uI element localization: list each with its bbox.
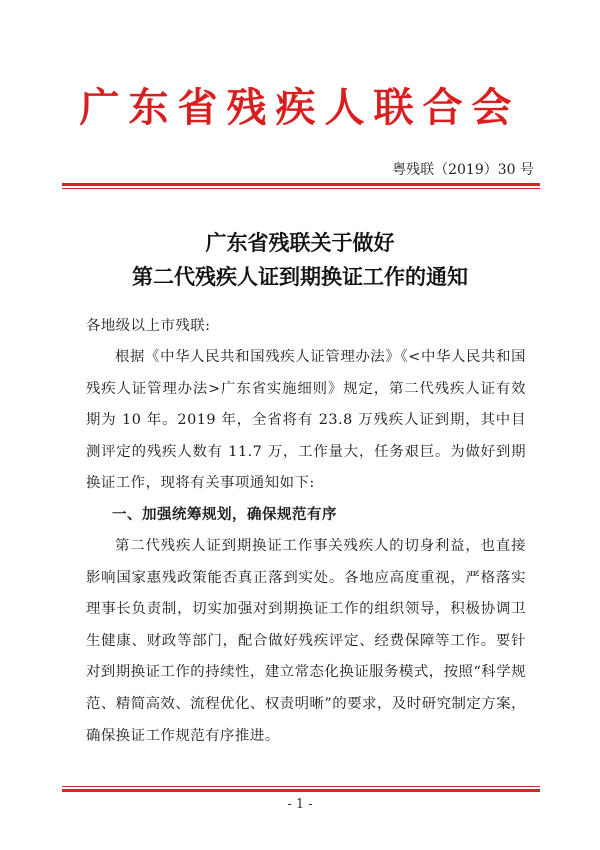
addressee: 各地级以上市残联: <box>86 318 211 334</box>
notice-title <box>0 226 600 294</box>
footer-red-rule-thick <box>62 789 540 792</box>
title-line-1: 广东省残联关于做好 <box>205 230 395 255</box>
document-number: 粤残联（2019）30 号 <box>392 162 534 178</box>
masthead-org-name: 广东省残疾人联合会 <box>79 84 521 131</box>
footer-red-rule-thin <box>62 786 540 787</box>
paragraph-intro: 根据《中华人民共和国残疾人证管理办法》《<中华人民共和国残疾人证管理办法>广东省实施细则》规定，第二代残疾人证有效期为 10 年。2019 年，全省将有 23.8 万残疾人证到期，其中目测评定的残疾人数有 11.7 万，工作量大，任务艰巨。为做好到期换证工作，现将有关事项通知如下: <box>86 349 526 492</box>
section-heading-1: 一、加强统筹规划，确保规范有序 <box>112 507 337 523</box>
header-red-rule-thin <box>62 188 540 189</box>
page-number: - 1 - <box>287 797 313 812</box>
paragraph-section-1: 第二代残疾人证到期换证工作事关残疾人的切身利益，也直接影响国家惠残政策能否真正落到实处。各地应高度重视，严格落实理事长负责制，切实加强对到期换证工作的组织领导，积极协调卫生健康、财政等部门，配合做好残疾评定、经费保障等工作。要针对到期换证工作的持续性，建立常态化换证服务模式，按照“科学规范、精简高效、流程优化、权责明晰”的要求，及时研究制定方案，确保换证工作规范有序推进。 <box>86 538 526 744</box>
title-line-2: 第二代残疾人证到期换证工作的通知 <box>132 264 468 289</box>
header-red-rule-thick <box>62 183 540 186</box>
